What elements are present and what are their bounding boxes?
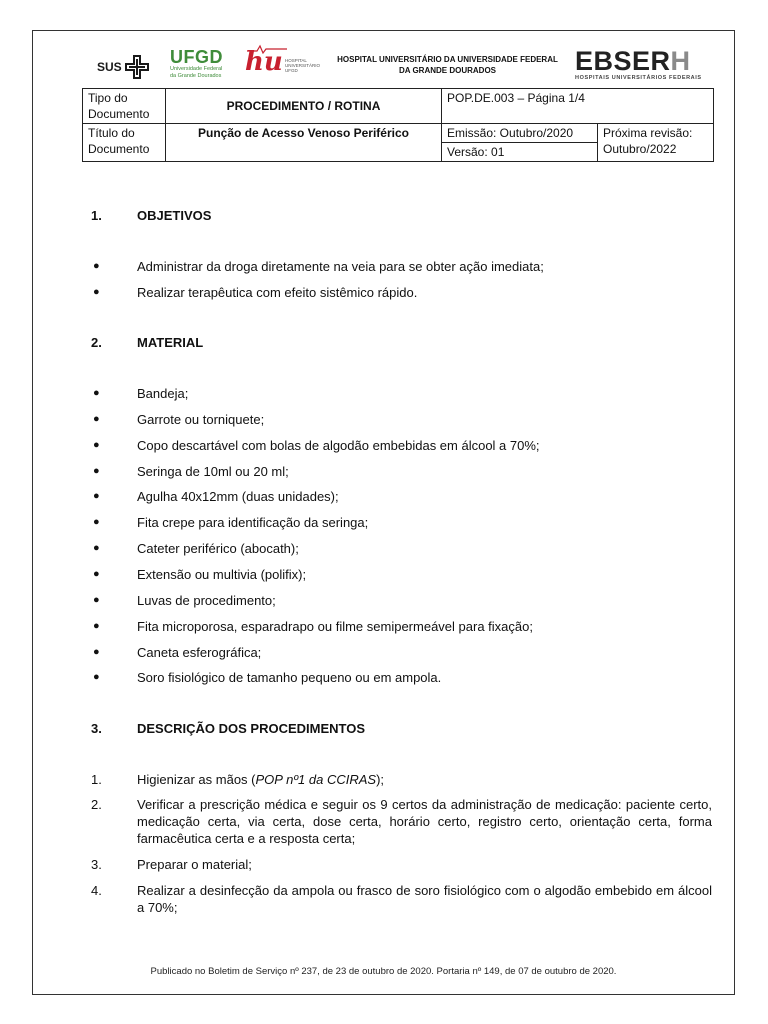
section-title: DESCRIÇÃO DOS PROCEDIMENTOS (137, 721, 366, 736)
document-header-table (82, 88, 714, 162)
bullet-icon: ● (93, 542, 100, 554)
bullet-icon: ● (93, 286, 100, 298)
step-text: Preparar o material; (137, 857, 252, 872)
list-item-text: Extensão ou multivia (polifix); (137, 567, 307, 582)
emissao: Emissão: Outubro/2020 (442, 124, 598, 143)
list-item-text: Cateter periférico (abocath); (137, 541, 299, 556)
ebserh-logo-main: EBSER (575, 46, 671, 76)
step-text-reference: POP nº1 da CCIRAS (255, 772, 377, 787)
hospital-name (325, 54, 570, 76)
list-item-text: Soro fisiológico de tamanho pequeno ou em ampola. (137, 670, 442, 685)
proxima-revisao-label: Próxima revisão: (603, 126, 693, 140)
list-item-text: Bandeja; (137, 386, 189, 401)
bullet-icon: ● (93, 516, 100, 528)
bullet-icon: ● (93, 594, 100, 606)
bullet-icon: ● (93, 568, 100, 580)
bullet-icon: ● (93, 387, 100, 399)
bullet-icon: ● (93, 439, 100, 451)
list-item-text: Copo descartável com bolas de algodão embebidas em álcool a 70%; (137, 438, 540, 453)
section-title: OBJETIVOS (137, 208, 212, 223)
list-item-text: Garrote ou torniquete; (137, 412, 265, 427)
ufgd-logo-subtitle-1: Universidade Federal (170, 66, 223, 72)
list-item-text: Fita microporosa, esparadrapo ou filme semipermeável para fixação; (137, 619, 533, 634)
hospital-name-line-1: HOSPITAL UNIVERSITÁRIO DA UNIVERSIDADE FEDERAL (337, 55, 558, 64)
footer-publication-note: Publicado no Boletim de Serviço nº 237, de 23 de outubro de 2020. Portaria nº 149, de 07 de outubro de 2020. (150, 966, 617, 977)
list-item-text: Agulha 40x12mm (duas unidades); (137, 489, 339, 504)
ufgd-logo (170, 48, 223, 80)
step-number: 2. (91, 797, 102, 812)
sus-logo-text: SUS (97, 60, 122, 74)
titulo-label (83, 124, 166, 162)
bullet-icon: ● (93, 260, 100, 272)
titulo-label-line-2: Documento (88, 142, 150, 156)
tipo-label-line-1: Tipo do (88, 91, 128, 105)
titulo-label-line-1: Título do (88, 126, 135, 140)
document-code: POP.DE.003 – Página 1/4 (442, 89, 714, 124)
versao: Versão: 01 (442, 143, 598, 162)
section-number: 3. (91, 721, 102, 736)
list-item-text: Seringa de 10ml ou 20 ml; (137, 464, 289, 479)
ebserh-logo-subtitle: HOSPITAIS UNIVERSITÁRIOS FEDERAIS (575, 75, 702, 81)
step-text (137, 771, 717, 788)
hu-logo-mark: hu (245, 47, 283, 77)
ebserh-logo-h: H (670, 46, 691, 76)
bullet-icon: ● (93, 490, 100, 502)
step-number: 4. (91, 883, 102, 898)
bullet-icon: ● (93, 620, 100, 632)
sus-logo (97, 54, 150, 80)
hu-heartbeat-icon (247, 44, 287, 54)
bullet-icon: ● (93, 413, 100, 425)
tipo-label-line-2: Documento (88, 107, 150, 121)
list-item-text: Caneta esferográfica; (137, 645, 262, 660)
hu-logo-caption: HOSPITAL UNIVERSITÁRIO UFGD (285, 58, 321, 73)
page-border (32, 30, 735, 995)
step-text: Realizar a desinfecção da ampola ou frasco de soro fisiológico com o algodão embebido em álcool a 70%; (137, 883, 712, 915)
bullet-icon: ● (93, 671, 100, 683)
list-item-text: Realizar terapêutica com efeito sistêmico rápido. (137, 285, 418, 300)
section-number: 1. (91, 208, 102, 223)
ebserh-logo-title (575, 48, 702, 75)
ufgd-logo-title: UFGD (170, 47, 223, 67)
proxima-revisao (598, 124, 714, 162)
proxima-revisao-value: Outubro/2022 (603, 142, 677, 156)
step-text: Verificar a prescrição médica e seguir os 9 certos da administração de medicação: paciente certo, medicação certa, via certa, dose certa, horário certo, registro certo, orientação certa, forma farmacêutica certa e a resposta certa; (137, 797, 712, 846)
list-item-text: Administrar da droga diretamente na veia para se obter ação imediata; (137, 259, 544, 274)
section-title: MATERIAL (137, 335, 204, 350)
sus-cross-icon (124, 54, 150, 80)
ufgd-logo-subtitle-2: da Grande Dourados (170, 73, 222, 79)
hu-logo (245, 47, 321, 77)
hospital-name-line-2: DA GRANDE DOURADOS (398, 66, 497, 75)
list-item-text: Luvas de procedimento; (137, 593, 276, 608)
titulo-value: Punção de Acesso Venoso Periférico (166, 124, 442, 162)
step-number: 3. (91, 857, 102, 872)
section-number: 2. (91, 335, 102, 350)
bullet-icon: ● (93, 646, 100, 658)
step-text-part: ); (376, 772, 385, 787)
list-item-text: Fita crepe para identificação da seringa; (137, 515, 369, 530)
step-text-part: Higienizar as mãos ( (137, 772, 256, 787)
logo-bar (95, 48, 715, 88)
tipo-label (83, 89, 166, 124)
step-number: 1. (91, 772, 102, 787)
tipo-value: PROCEDIMENTO / ROTINA (166, 89, 442, 124)
ebserh-logo (575, 48, 702, 81)
bullet-icon: ● (93, 465, 100, 477)
